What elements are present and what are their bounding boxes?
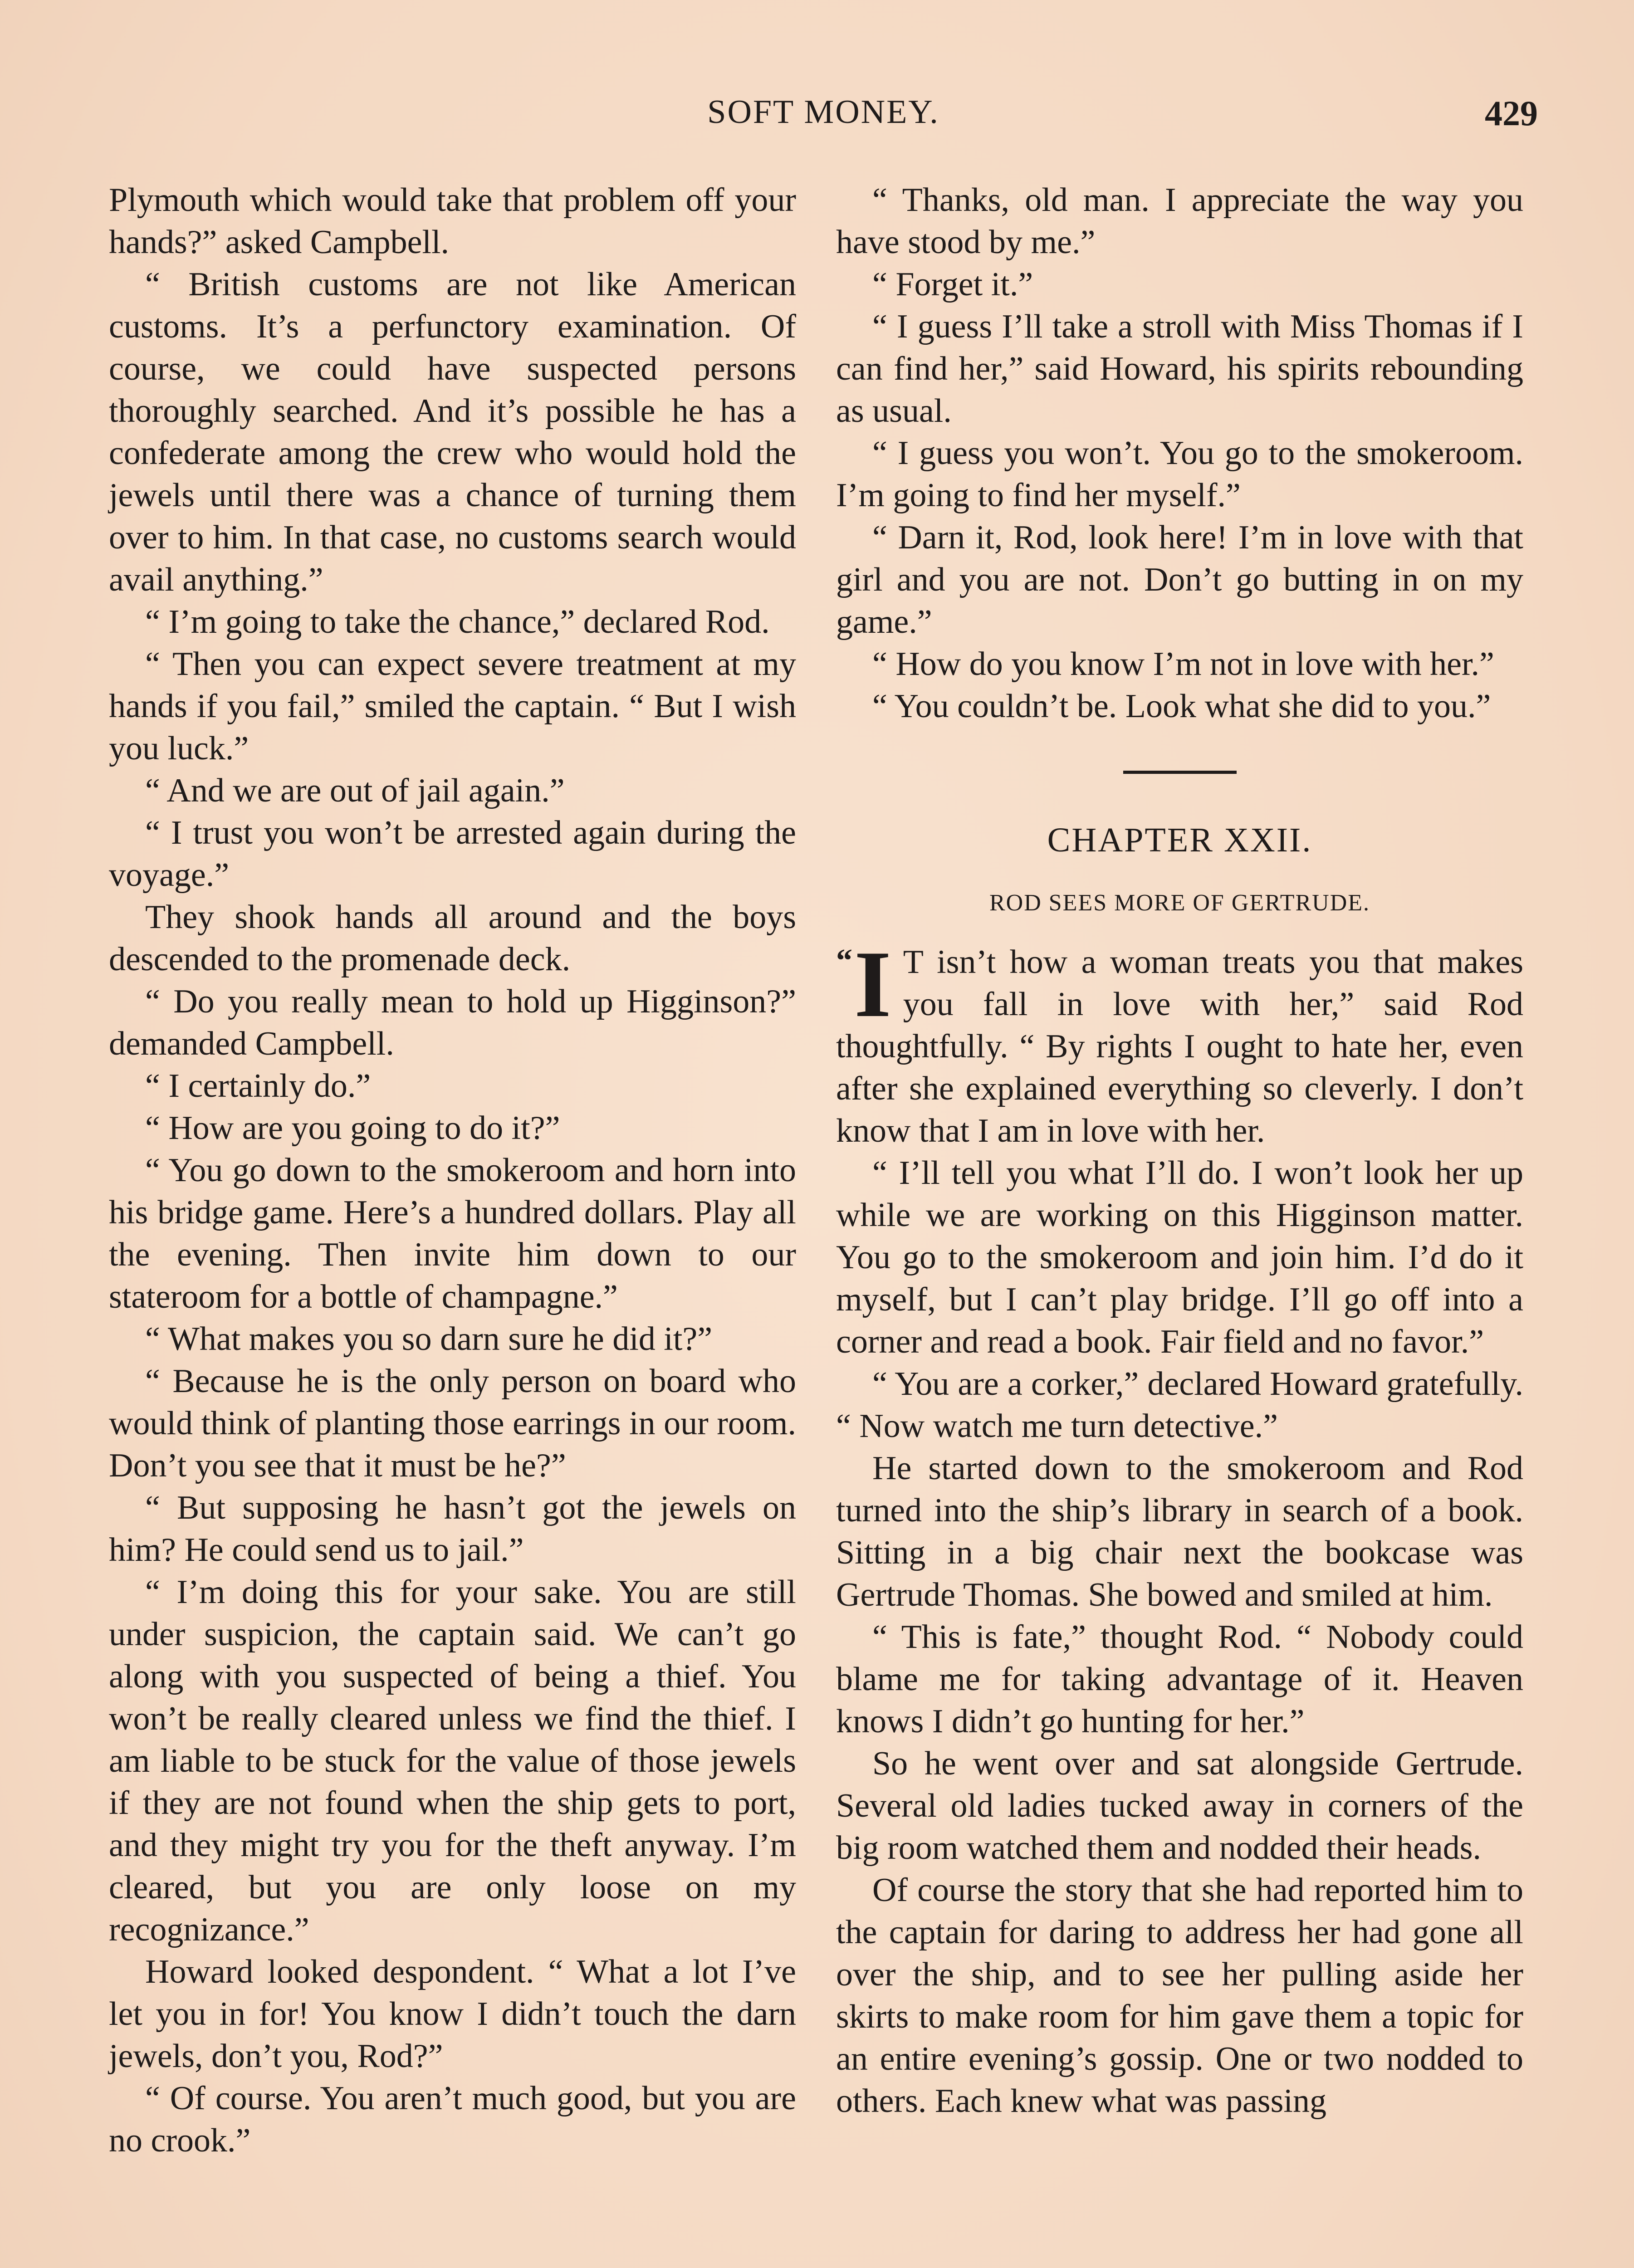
running-head: [109, 93, 1538, 143]
drop-quote: “: [836, 942, 852, 978]
paragraph: “ Do you really mean to hold up Higginson?” demanded Campbell.: [109, 983, 796, 1062]
paragraph: He started down to the smokeroom and Rod turned into the ship’s library in search of a book. Sitting in a big chair next the bookcase was Gertrude Thomas. She bowed and smiled at him.: [836, 1450, 1523, 1613]
paragraph: “ I certainly do.”: [145, 1067, 371, 1105]
chapter-heading: CHAPTER XXII.: [1047, 821, 1312, 859]
paragraph: “ Forget it.”: [872, 266, 1033, 303]
chapter-opening-paragraph: [836, 932, 1523, 1152]
left-column: [109, 179, 796, 2162]
section-divider: [1123, 771, 1237, 774]
page-number: 429: [1485, 93, 1538, 133]
paragraph: So he went over and sat alongside Gertrude. Several old ladies tucked away in corners of the big room watched them and nodded their heads.: [836, 1745, 1523, 1867]
paragraph: “ British customs are not like American customs. It’s a perfunctory examination. Of course, we could have suspected persons thoroughly searched. And it’s possible he has a confederate among the crew who would hold the jewels until there was a chance of turning them over to him. In that case, no customs search would avail anything.”: [109, 266, 796, 598]
paragraph: “ And we are out of jail again.”: [145, 772, 565, 809]
paragraph: “ Darn it, Rod, look here! I’m in love with that girl and you are not. Don’t go butting in on my game.”: [836, 519, 1523, 640]
paragraph: “ I guess you won’t. You go to the smokeroom. I’m going to find her myself.”: [836, 435, 1523, 514]
paragraph: Plymouth which would take that problem off your hands?” asked Campbell.: [109, 181, 796, 261]
paragraph: “ You are a corker,” declared Howard gratefully. “ Now watch me turn detective.”: [836, 1365, 1523, 1445]
paragraph: “ I’m going to take the chance,” declared Rod.: [145, 603, 770, 640]
paragraph: “ You couldn’t be. Look what she did to you.”: [872, 688, 1491, 725]
paragraph: “ Thanks, old man. I appreciate the way you have stood by me.”: [836, 181, 1523, 261]
paragraph: “ I’ll tell you what I’ll do. I won’t look her up while we are working on this Higginson matter. You go to the smokeroom and join him. I’d do it myself, but I can’t play bridge. I’ll go off into a corner and read a book. Fair field and no favor.”: [836, 1154, 1523, 1360]
paragraph: Howard looked despondent. “ What a lot I’ve let you in for! You know I didn’t touch the darn jewels, don’t you, Rod?”: [109, 1953, 796, 2075]
chapter-subtitle: ROD SEES MORE OF GERTRUDE.: [989, 890, 1370, 916]
paragraph: “ You go down to the smokeroom and horn into his bridge game. Here’s a hundred dollars. Play all the evening. Then invite him down to our stateroom for a bottle of champagne.”: [109, 1152, 796, 1315]
opening-text: T isn’t how a woman treats you that makes you fall in love with her,” said Rod thoughtfully. “ By rights I ought to hate her, even after she explained everything so cleverly. I don’t know that I am in love with her.: [836, 943, 1523, 1149]
right-column: [836, 179, 1523, 2122]
running-title: SOFT MONEY.: [707, 93, 939, 131]
paragraph: “ I trust you won’t be arrested again during the voyage.”: [109, 814, 796, 894]
paragraph: “ I guess I’ll take a stroll with Miss Thomas if I can find her,” said Howard, his spirits rebounding as usual.: [836, 308, 1523, 430]
paragraph: They shook hands all around and the boys descended to the promenade deck.: [109, 899, 796, 978]
paragraph: “ I’m doing this for your sake. You are still under suspicion, the captain said. We can’t go along with you suspected of being a thief. You won’t be really cleared unless we find the thief. I am liable to be stuck for the value of those jewels if they are not found when the ship gets to port, and they might try you for the theft anyway. I’m cleared, but you are only loose on my recognizance.”: [109, 1574, 796, 1948]
paragraph: “ This is fate,” thought Rod. “ Nobody could blame me for taking advantage of it. Heaven knows I didn’t go hunting for her.”: [836, 1618, 1523, 1740]
paragraph: Of course the story that she had reported him to the captain for daring to address her had gone all over the ship, and to see her pulling aside her skirts to make room for him gave them a topic for an entire evening’s gossip. One or two nodded to others. Each knew what was passing: [836, 1872, 1523, 2120]
paragraph: “ But supposing he hasn’t got the jewels on him? He could send us to jail.”: [109, 1489, 796, 1569]
paragraph: “ What makes you so darn sure he did it?”: [145, 1320, 713, 1358]
paragraph: “ Because he is the only person on board who would think of planting those earrings in our room. Don’t you see that it must be he?”: [109, 1363, 796, 1484]
paragraph: “ How do you know I’m not in love with her.”: [872, 645, 1494, 683]
paragraph: “ Then you can expect severe treatment at my hands if you fail,” smiled the captain. “ But I wish you luck.”: [109, 645, 796, 767]
paragraph: “ Of course. You aren’t much good, but you are no crook.”: [109, 2080, 796, 2159]
drop-cap-letter: I: [854, 932, 891, 1037]
paragraph: “ How are you going to do it?”: [145, 1110, 560, 1147]
